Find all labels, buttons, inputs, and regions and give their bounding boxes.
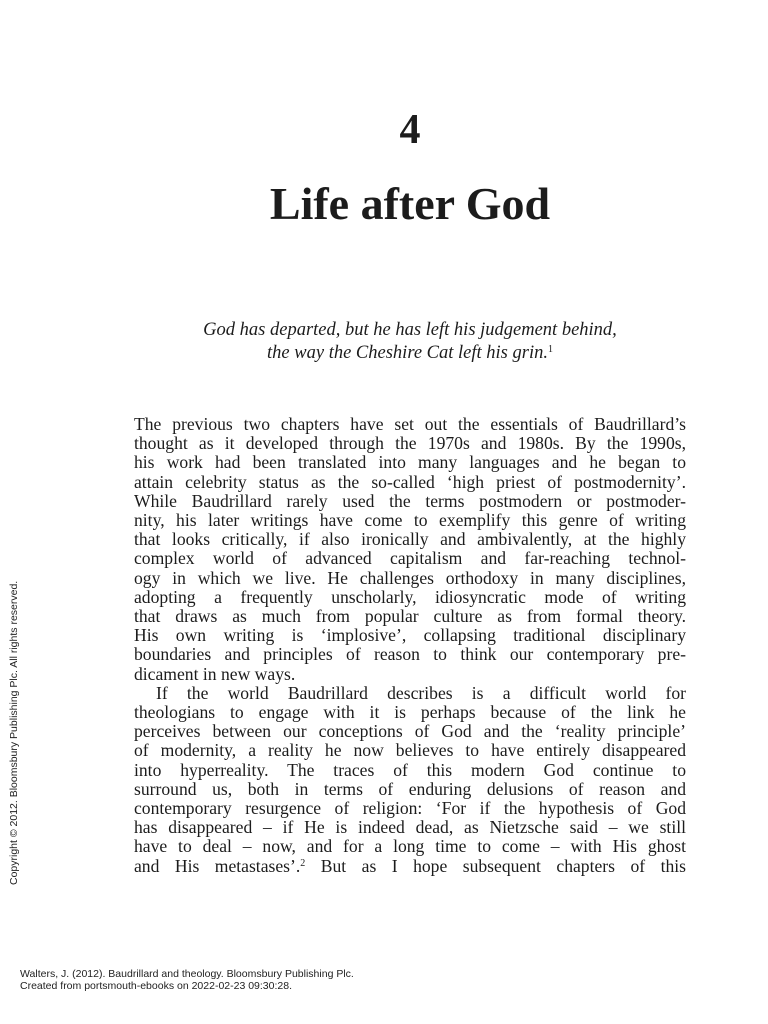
paragraph-2 (134, 684, 686, 876)
page-footer (20, 968, 354, 992)
paragraph-2-line: contemporary resurgence of religion: ‘For if the hypothesis of God (134, 798, 686, 819)
paragraph-1-line: his work had been translated into many languages and he began to (134, 452, 686, 473)
side-copyright-notice: Copyright © 2012. Bloomsbury Publishing Plc. All rights reserved. (8, 580, 20, 885)
paragraph-1-line: complex world of advanced capitalism and far-reaching technol- (134, 548, 686, 569)
footnote-marker-2[interactable]: 2 (300, 857, 306, 869)
paragraph-2-line: into hyperreality. The traces of this modern God continue to (134, 759, 686, 780)
paragraph-2-line: perceives between our conceptions of God and the ‘reality principle’ (134, 721, 686, 742)
epigraph-line-2 (130, 342, 690, 365)
paragraph-2-last-line (134, 857, 686, 876)
paragraph-1-line: attain celebrity status as the so-called ‘high priest of postmodernity’. (134, 471, 686, 492)
paragraph-1-line: that draws as much from popular culture as from formal theory. (134, 606, 686, 627)
paragraph-1-line: ogy in which we live. He challenges orthodoxy in many disciplines, (134, 567, 686, 588)
paragraph-1-line: The previous two chapters have set out the essentials of Baudrillard’s (134, 414, 686, 434)
chapter-number: 4 (399, 107, 421, 153)
paragraph-2-line: theologians to engage with it is perhaps because of the link he (134, 702, 686, 723)
paragraph-2-line: If the world Baudrillard describes is a difficult world for (156, 682, 686, 703)
paragraph-2-line: surround us, both in terms of enduring delusions of reason and (134, 778, 686, 799)
footer-created: Created from portsmouth-ebooks on 2022-02-23 09:30:28. (20, 980, 293, 992)
paragraph-1-line: His own writing is ‘implosive’, collapsing traditional disciplinary (134, 625, 686, 646)
paragraph-2-line-text: and His metastases’. (134, 855, 301, 876)
footer-citation: Walters, J. (2012). Baudrillard and theology. Bloomsbury Publishing Plc. (20, 968, 354, 980)
paragraph-1-line: adopting a frequently unscholarly, idiosyncratic mode of writing (134, 586, 686, 607)
chapter-title: Life after God (269, 178, 551, 229)
paragraph-2-line: have to deal – now, and for a long time to come – with His ghost (134, 836, 686, 857)
epigraph-line-2-text: the way the Cheshire Cat left his grin. (267, 343, 548, 363)
epigraph (130, 319, 690, 365)
paragraph-1-line: While Baudrillard rarely used the terms postmodern or postmoder- (134, 490, 686, 511)
paragraph-2-line-text: But as I hope subsequent chapters of this (305, 855, 687, 876)
paragraph-1-line: boundaries and principles of reason to think our contemporary pre- (134, 644, 686, 665)
paragraph-1-line: thought as it developed through the 1970s and 1980s. By the 1990s, (134, 433, 686, 454)
paragraph-1-line: that looks critically, if also ironically and ambivalently, at the highly (134, 529, 686, 550)
paragraph-1-line: nity, his later writings have come to exemplify this genre of writing (134, 510, 686, 531)
paragraph-1-line: dicament in new ways. (134, 663, 296, 684)
paragraph-2-line: has disappeared – if He is indeed dead, as Nietzsche said – we still (134, 817, 686, 838)
paragraph-1 (134, 415, 686, 684)
paragraph-2-line: of modernity, a reality he now believes to have entirely disappeared (134, 740, 686, 761)
footnote-marker-1[interactable]: 1 (547, 344, 553, 355)
body-text (134, 415, 686, 876)
epigraph-line-1: God has departed, but he has left his judgement behind, (203, 320, 617, 340)
